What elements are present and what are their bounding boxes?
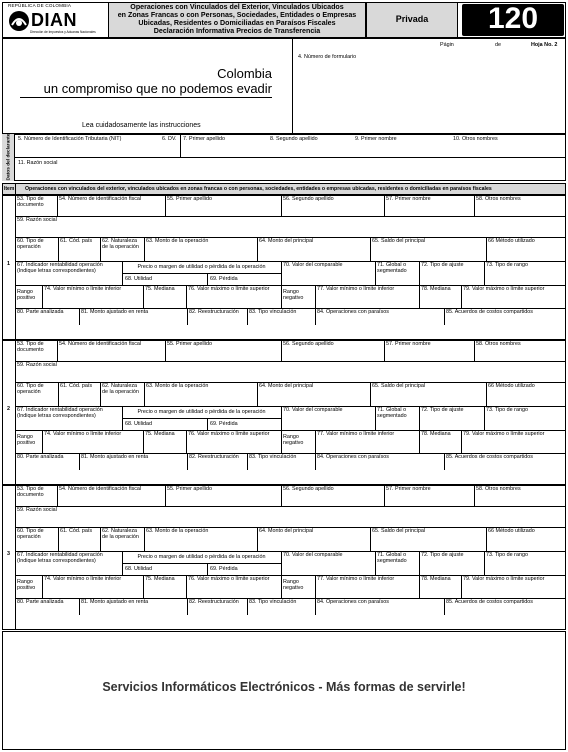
- indicator-label-1: 67. Indicador rentabilidad operación (Indique letras correspondientes): [17, 262, 103, 274]
- col-line-3-5-2: [187, 598, 188, 615]
- country-code-label-1: 61. Cód. país: [60, 238, 93, 244]
- pos-median-label-2: 75. Mediana: [145, 431, 175, 437]
- col-line-2-0-2: [165, 340, 166, 361]
- apellido1-label-3: 55. Primer apellido: [167, 486, 212, 492]
- row-line-1-1: [15, 216, 566, 217]
- fiscal-id-label-3: 54. Número de identificación fiscal: [59, 486, 142, 492]
- comparable-label-2: 70. Valor del comparable: [283, 407, 343, 413]
- form-title-line-1: Operaciones con Vinculados del Exterior, Vinculados Ubicados: [130, 3, 344, 11]
- r4-v3-3: [375, 551, 376, 575]
- dian-logo: [8, 9, 106, 37]
- global-label-1: 71. Global o segmentado: [377, 262, 407, 274]
- otros-nombres-label-1: 58. Otros nombres: [476, 196, 521, 202]
- col-line-3-0-4: [384, 485, 385, 506]
- r4-v6-2: [207, 418, 208, 430]
- col-line-2-5-1: [79, 453, 80, 470]
- pos-median-label-1: 75. Mediana: [145, 286, 175, 292]
- neg-min-label-1: 77. Valor mínimo o límite inferior: [317, 286, 395, 292]
- col-line-1-5-2: [187, 308, 188, 325]
- col-line-1-0-2: [165, 195, 166, 216]
- range-type-label-1: 73. Tipo de rango: [486, 262, 528, 268]
- col-line-2-5-5: [444, 453, 445, 470]
- dian-emblem-icon: [8, 10, 30, 32]
- col-line-1-5-5: [444, 308, 445, 325]
- method-label-1: 66 Método utilizado: [488, 238, 535, 244]
- neg-max-label-3: 79. Valor máximo o límite superior: [463, 576, 545, 582]
- principal-balance-label-2: 65. Saldo del principal: [372, 383, 426, 389]
- col-line-3-5-5: [444, 598, 445, 615]
- col-line-2-2-2: [100, 382, 101, 406]
- doc-type-label-1: 53. Tipo de documento: [17, 196, 44, 208]
- nombre1-label-1: 57. Primer nombre: [386, 196, 431, 202]
- country-label: REPÚBLICA DE COLOMBIA: [8, 3, 72, 8]
- footer-text: Servicios Informáticos Electrónicos - Más formas de servirle!: [102, 680, 466, 694]
- r5-v0-1: [42, 285, 43, 308]
- instructions-text: Lea cuidadosamente las instrucciones: [82, 122, 201, 129]
- principal-amount-label-1: 64. Monto del principal: [259, 238, 314, 244]
- r4-v5-1: [484, 261, 485, 285]
- tax-haven-ops-label-1: 84. Operaciones con paraísos: [317, 309, 389, 315]
- col-line-1-5-3: [247, 308, 248, 325]
- analyzed-part-label-2: 80. Parte analizada: [17, 454, 64, 460]
- op-nature-label-1: 62. Naturaleza de la operación: [102, 238, 139, 250]
- slogan-underline: [20, 97, 272, 98]
- op-amount-label-1: 63. Monto de la operación: [146, 238, 209, 244]
- principal-balance-label-3: 65. Saldo del principal: [372, 528, 426, 534]
- privacy-label: Privada: [395, 14, 429, 24]
- op-amount-label-3: 63. Monto de la operación: [146, 528, 209, 534]
- form-title-line-3: Ubicadas, Residentes o Domiciliadas en Paraísos Fiscales: [138, 19, 336, 27]
- r4-v6-1: [207, 273, 208, 285]
- apellido2-label-1: 56. Segundo apellido: [283, 196, 334, 202]
- negative-range-label-2: Rango negativo: [283, 434, 304, 446]
- link-type-label-2: 83. Tipo vinculación: [249, 454, 297, 460]
- adjusted-amount-label-3: 81. Monto ajustado en renta: [81, 599, 149, 605]
- razon-social-label: 11. Razón social: [18, 160, 58, 166]
- adjusted-amount-label-2: 81. Monto ajustado en renta: [81, 454, 149, 460]
- restructuring-label-2: 82. Reestructuración: [189, 454, 239, 460]
- col-line-2-0-5: [474, 340, 475, 361]
- col-line-1-2-3: [144, 237, 145, 261]
- restructuring-label-3: 82. Reestructuración: [189, 599, 239, 605]
- profit-label-3: 68. Utilidad: [125, 566, 152, 572]
- r4-v3-2: [375, 406, 376, 430]
- col-line-1-2-2: [100, 237, 101, 261]
- r5-v2-2: [186, 430, 187, 453]
- r5-v3-1: [281, 285, 282, 308]
- nombre1-label: 9. Primer nombre: [355, 136, 397, 142]
- apellido1-label-2: 55. Primer apellido: [167, 341, 212, 347]
- r5-v1-3: [143, 575, 144, 598]
- r4-v5-3: [484, 551, 485, 575]
- country-code-label-2: 61. Cód. país: [60, 383, 93, 389]
- positive-range-label-1: Rango positivo: [17, 289, 36, 301]
- col-line-1-5-4: [315, 308, 316, 325]
- col-line-1-0-5: [474, 195, 475, 216]
- col-line-1-0-4: [384, 195, 385, 216]
- r5-v2-3: [186, 575, 187, 598]
- principal-amount-label-3: 64. Monto del principal: [259, 528, 314, 534]
- neg-max-label-1: 79. Valor máximo o límite superior: [463, 286, 545, 292]
- r5-v4-2: [315, 430, 316, 453]
- r5-v4-3: [315, 575, 316, 598]
- pos-max-label-2: 76. Valor máximo o límite superior: [188, 431, 270, 437]
- principal-balance-label-1: 65. Saldo del principal: [372, 238, 426, 244]
- r5-v1-1: [143, 285, 144, 308]
- comparable-label-3: 70. Valor del comparable: [283, 552, 343, 558]
- r4-v2-2: [281, 406, 282, 430]
- nombre1-label-3: 57. Primer nombre: [386, 486, 431, 492]
- r4-v4-3: [419, 551, 420, 575]
- form-number-label: 4. Número de formulario: [298, 54, 357, 60]
- dv-label: 6. DV.: [162, 136, 177, 142]
- positive-range-label-2: Rango positivo: [17, 434, 36, 446]
- price-margin-label-3: Precio o margen de utilidad o pérdida de la operación: [137, 554, 266, 560]
- col-line-3-2-6: [486, 527, 487, 551]
- r4-h1-2: [122, 418, 281, 419]
- razon-social-label-2: 59. Razón social: [17, 362, 57, 368]
- adjust-type-label-1: 72. Tipo de ajuste: [421, 262, 464, 268]
- apellido1-label-1: 55. Primer apellido: [167, 196, 212, 202]
- tax-haven-ops-label-2: 84. Operaciones con paraísos: [317, 454, 389, 460]
- range-type-label-2: 73. Tipo de rango: [486, 407, 528, 413]
- neg-median-label-2: 78. Mediana: [421, 431, 451, 437]
- op-nature-label-3: 62. Naturaleza de la operación: [102, 528, 139, 540]
- r4-h1-3: [122, 563, 281, 564]
- r5-v5-3: [419, 575, 420, 598]
- nombre1-label-2: 57. Primer nombre: [386, 341, 431, 347]
- col-line-2-0-1: [57, 340, 58, 361]
- r4-v2-3: [281, 551, 282, 575]
- positive-range-label-3: Rango positivo: [17, 579, 36, 591]
- sheet-label: Hoja No. 2: [531, 42, 558, 48]
- neg-max-label-2: 79. Valor máximo o límite superior: [463, 431, 545, 437]
- col-line-3-0-5: [474, 485, 475, 506]
- col-line-2-0-3: [281, 340, 282, 361]
- col-line-3-2-4: [257, 527, 258, 551]
- op-amount-label-2: 63. Monto de la operación: [146, 383, 209, 389]
- cost-agreements-label-2: 85. Acuerdos de costos compartidos: [446, 454, 533, 460]
- doc-type-label-3: 53. Tipo de documento: [17, 486, 44, 498]
- col-line-2-2-5: [370, 382, 371, 406]
- nit-label: 5. Número de Identificación Tributaria (NIT): [18, 136, 122, 142]
- indicator-label-3: 67. Indicador rentabilidad operación (Indique letras correspondientes): [17, 552, 103, 564]
- tax-haven-ops-label-3: 84. Operaciones con paraísos: [317, 599, 389, 605]
- r4-h1-1: [122, 273, 281, 274]
- comparable-label-1: 70. Valor del comparable: [283, 262, 343, 268]
- fiscal-id-label-2: 54. Número de identificación fiscal: [59, 341, 142, 347]
- cost-agreements-label-1: 85. Acuerdos de costos compartidos: [446, 309, 533, 315]
- form-title: [108, 3, 366, 35]
- page-of-label: de: [495, 42, 501, 48]
- apellido2-label: 8. Segundo apellido: [270, 136, 318, 142]
- col-line-2-5-3: [247, 453, 248, 470]
- price-margin-label-2: Precio o margen de utilidad o pérdida de la operación: [137, 409, 266, 415]
- slogan-line-2: un compromiso que no podemos evadir: [43, 81, 272, 96]
- r5-v3-2: [281, 430, 282, 453]
- col-line-3-2-1: [58, 527, 59, 551]
- fiscal-id-label-1: 54. Número de identificación fiscal: [59, 196, 142, 202]
- link-type-label-3: 83. Tipo vinculación: [249, 599, 297, 605]
- slogan-line-1: Colombia: [217, 66, 272, 81]
- r5-v6-3: [461, 575, 462, 598]
- col-line-3-5-1: [79, 598, 80, 615]
- pos-median-label-3: 75. Mediana: [145, 576, 175, 582]
- logo-subtitle: Dirección de Impuestos y Aduanas Nacionales: [30, 30, 96, 34]
- col-line-2-2-6: [486, 382, 487, 406]
- otros-nombres-label-2: 58. Otros nombres: [476, 341, 521, 347]
- col-line-3-5-3: [247, 598, 248, 615]
- col-line-3-0-3: [281, 485, 282, 506]
- col-line-2-5-2: [187, 453, 188, 470]
- col-line-3-2-5: [370, 527, 371, 551]
- pos-min-label-2: 74. Valor mínimo o límite inferior: [44, 431, 122, 437]
- doc-type-label-2: 53. Tipo de documento: [17, 341, 44, 353]
- global-label-2: 71. Global o segmentado: [377, 407, 407, 419]
- item-number-2: 2: [7, 406, 10, 412]
- pos-min-label-1: 74. Valor mínimo o límite inferior: [44, 286, 122, 292]
- link-type-label-1: 83. Tipo vinculación: [249, 309, 297, 315]
- col-line-1-2-1: [58, 237, 59, 261]
- col-line-3-2-3: [144, 527, 145, 551]
- r5-v2-1: [186, 285, 187, 308]
- col-line-3-5-4: [315, 598, 316, 615]
- r4-v3-1: [375, 261, 376, 285]
- analyzed-part-label-3: 80. Parte analizada: [17, 599, 64, 605]
- profit-label-2: 68. Utilidad: [125, 421, 152, 427]
- r5-v0-2: [42, 430, 43, 453]
- r5-v6-2: [461, 430, 462, 453]
- analyzed-part-label-1: 80. Parte analizada: [17, 309, 64, 315]
- r4-v2-1: [281, 261, 282, 285]
- indicator-label-2: 67. Indicador rentabilidad operación (Indique letras correspondientes): [17, 407, 103, 419]
- col-line-1-5-1: [79, 308, 80, 325]
- form-title-line-2: en Zonas Francas o con Personas, Sociedades, Entidades o Empresas: [117, 11, 357, 19]
- col-line-1-0-3: [281, 195, 282, 216]
- table-title: Operaciones con vinculados del exterior, vinculados ubicados en zonas francas o con personas, sociedades, entidades o empresas ubicadas, residentes o domiciliadas en paraísos fiscales: [25, 186, 492, 192]
- r4-v5-2: [484, 406, 485, 430]
- r5-v4-1: [315, 285, 316, 308]
- page-label: Págin: [440, 42, 454, 48]
- otros-nombres-label: 10. Otros nombres: [453, 136, 498, 142]
- range-type-label-3: 73. Tipo de rango: [486, 552, 528, 558]
- item-number-1: 1: [7, 261, 10, 267]
- apellido1-label: 7. Primer apellido: [183, 136, 225, 142]
- r5-v0-3: [42, 575, 43, 598]
- loss-label-1: 69. Pérdida: [210, 276, 238, 282]
- col-line-2-0-4: [384, 340, 385, 361]
- country-code-label-3: 61. Cód. país: [60, 528, 93, 534]
- table-header-divider: [15, 183, 16, 195]
- r5-v6-1: [461, 285, 462, 308]
- item-column-label: Item: [4, 186, 15, 192]
- method-label-3: 66 Método utilizado: [488, 528, 535, 534]
- pos-max-label-1: 76. Valor máximo o límite superior: [188, 286, 270, 292]
- col-line-1-2-4: [257, 237, 258, 261]
- adjust-type-label-2: 72. Tipo de ajuste: [421, 407, 464, 413]
- col-line-3-0-1: [57, 485, 58, 506]
- col-line-2-5-4: [315, 453, 316, 470]
- op-type-label-3: 60. Tipo de operación: [17, 528, 44, 540]
- restructuring-label-1: 82. Reestructuración: [189, 309, 239, 315]
- op-type-label-2: 60. Tipo de operación: [17, 383, 44, 395]
- r5-v5-2: [419, 430, 420, 453]
- pos-min-label-3: 74. Valor mínimo o límite inferior: [44, 576, 122, 582]
- apellido2-label-3: 56. Segundo apellido: [283, 486, 334, 492]
- razon-social-label-1: 59. Razón social: [17, 217, 57, 223]
- col-line-3-0-2: [165, 485, 166, 506]
- pos-max-label-3: 76. Valor máximo o límite superior: [188, 576, 270, 582]
- cost-agreements-label-3: 85. Acuerdos de costos compartidos: [446, 599, 533, 605]
- r5-v3-3: [281, 575, 282, 598]
- otros-nombres-label-3: 58. Otros nombres: [476, 486, 521, 492]
- top-divider: [292, 38, 293, 134]
- form-title-line-4: Declaración Informativa Precios de Transferencia: [153, 27, 321, 35]
- col-line-1-2-6: [486, 237, 487, 261]
- col-line-1-2-5: [370, 237, 371, 261]
- r4-v4-1: [419, 261, 420, 285]
- method-label-2: 66 Método utilizado: [488, 383, 535, 389]
- adjust-type-label-3: 72. Tipo de ajuste: [421, 552, 464, 558]
- price-margin-label-1: Precio o margen de utilidad o pérdida de la operación: [137, 264, 266, 270]
- neg-median-label-3: 78. Mediana: [421, 576, 451, 582]
- neg-min-label-3: 77. Valor mínimo o límite inferior: [317, 576, 395, 582]
- op-type-label-1: 60. Tipo de operación: [17, 238, 44, 250]
- logo-text: DIAN: [31, 10, 77, 30]
- global-label-3: 71. Global o segmentado: [377, 552, 407, 564]
- razon-social-label-3: 59. Razón social: [17, 507, 57, 513]
- col-line-3-2-2: [100, 527, 101, 551]
- r4-v4-2: [419, 406, 420, 430]
- principal-amount-label-2: 64. Monto del principal: [259, 383, 314, 389]
- row-line-2-1: [15, 361, 566, 362]
- declarant-side-label: Datos del declarante: [6, 133, 12, 181]
- row-line-3-1: [15, 506, 566, 507]
- negative-range-label-3: Rango negativo: [283, 579, 304, 591]
- col-line-2-2-3: [144, 382, 145, 406]
- neg-min-label-2: 77. Valor mínimo o límite inferior: [317, 431, 395, 437]
- declarant-row-line: [15, 157, 566, 158]
- r4-v6-3: [207, 563, 208, 575]
- neg-median-label-1: 78. Mediana: [421, 286, 451, 292]
- form-number: 120: [487, 2, 539, 35]
- item-number-3: 3: [7, 551, 10, 557]
- loss-label-2: 69. Pérdida: [210, 421, 238, 427]
- apellido2-label-2: 56. Segundo apellido: [283, 341, 334, 347]
- col-line-1-0-1: [57, 195, 58, 216]
- loss-label-3: 69. Pérdida: [210, 566, 238, 572]
- col-line-2-2-1: [58, 382, 59, 406]
- op-nature-label-2: 62. Naturaleza de la operación: [102, 383, 139, 395]
- negative-range-label-1: Rango negativo: [283, 289, 304, 301]
- adjusted-amount-label-1: 81. Monto ajustado en renta: [81, 309, 149, 315]
- profit-label-1: 68. Utilidad: [125, 276, 152, 282]
- declarant-col-line: [180, 134, 181, 157]
- col-line-2-2-4: [257, 382, 258, 406]
- r5-v5-1: [419, 285, 420, 308]
- r5-v1-2: [143, 430, 144, 453]
